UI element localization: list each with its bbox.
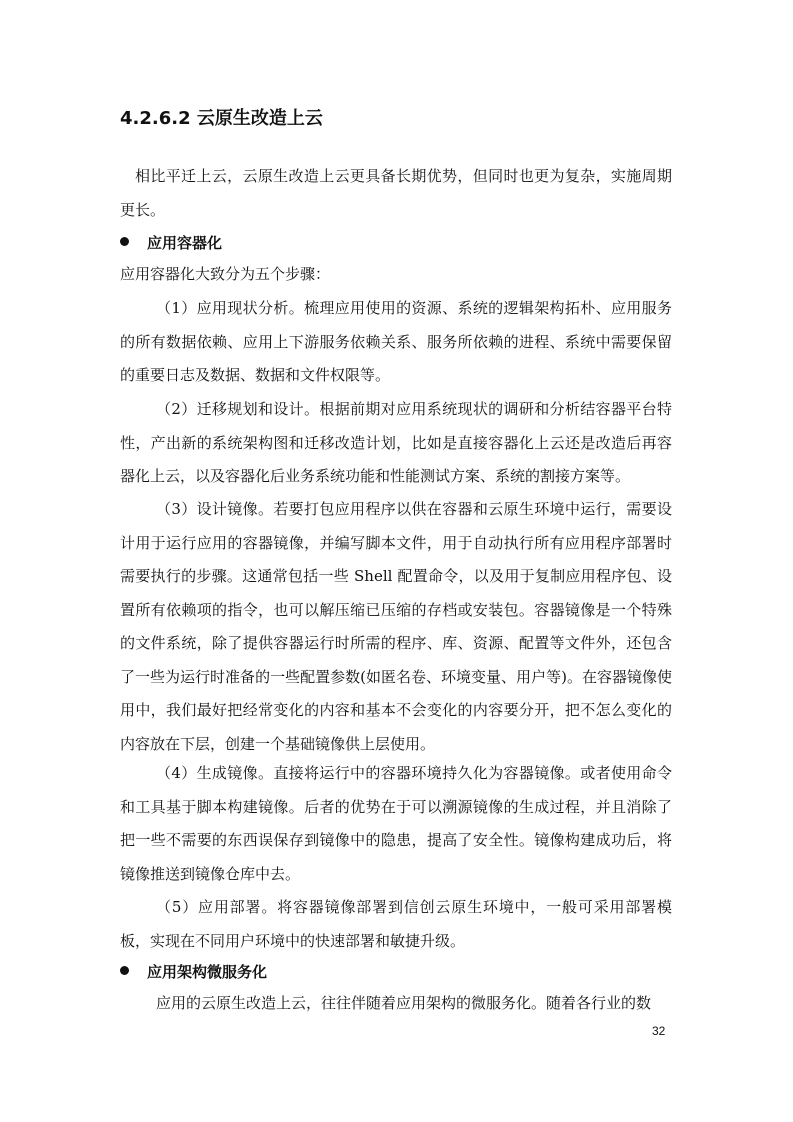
bullet-dot-icon [120, 237, 129, 246]
steps-intro: 应用容器化大致分为五个步骤： [120, 265, 331, 283]
step-1-paragraph: （1）应用现状分析。梳理应用使用的资源、系统的逻辑架构拓朴、应用服务的所有数据依赖、应用上下游服务依赖关系、服务所依赖的进程、系统中需要保留的重要日志及数据、数据和文件权限等。 [120, 299, 672, 384]
bullet-microservices [120, 961, 267, 982]
step-3-paragraph: （3）设计镜像。若要打包应用程序以供在容器和云原生环境中运行，需要设计用于运行应用的容器镜像，并编写脚本文件，用于自动执行所有应用程序部署时需要执行的步骤。这通常包括一些 Shell 配置命令，以及用于复制应用程序包、设置所有依赖项的指令，也可以解压缩已压缩的存档或安装包。容器镜像是一个特殊的文件系统，除了提供容器运行时所需的程序、库、资源、配置等文件外，还包含了一些为运行时准备的一些配置参数(如匿名卷、环境变量、用户等)。在容器镜像使用中，我们最好把经常变化的内容和基本不会变化的内容要分开，把不怎么变化的内容放在下层，创建一个基础镜像供上层使用。 [120, 500, 672, 753]
step-5-paragraph: （5）应用部署。将容器镜像部署到信创云原生环境中，一般可采用部署模板，实现在不同用户环境中的快速部署和敏捷升级。 [120, 898, 672, 950]
microservices-paragraph: 应用的云原生改造上云，往往伴随着应用架构的微服务化。随着各行业的数 [156, 994, 652, 1012]
page-number: 32 [652, 1024, 666, 1038]
step-4-paragraph: （4）生成镜像。直接将运行中的容器环境持久化为容器镜像。或者使用命令和工具基于脚本构建镜像。后者的优势在于可以溯源镜像的生成过程，并且消除了把一些不需要的东西误保存到镜像中的隐患，提高了安全性。镜像构建成功后，将镜像推送到镜像仓库中去。 [120, 764, 672, 883]
bullet-label: 应用架构微服务化 [147, 963, 268, 981]
bullet-containerization [120, 232, 222, 253]
bullet-dot-icon [120, 966, 129, 975]
bullet-label: 应用容器化 [147, 234, 223, 252]
step-2-paragraph: （2）迁移规划和设计。根据前期对应用系统现状的调研和分析结容器平台特性，产出新的系统架构图和迁移改造计划，比如是直接容器化上云还是改造后再容器化上云，以及容器化后业务系统功能和性能测试方案、系统的割接方案等。 [120, 400, 672, 485]
section-heading: 4.2.6.2 云原生改造上云 [120, 108, 323, 129]
intro-paragraph: 相比平迁上云，云原生改造上云更具备长期优势，但同时也更为复杂，实施周期更长。 [120, 167, 672, 219]
